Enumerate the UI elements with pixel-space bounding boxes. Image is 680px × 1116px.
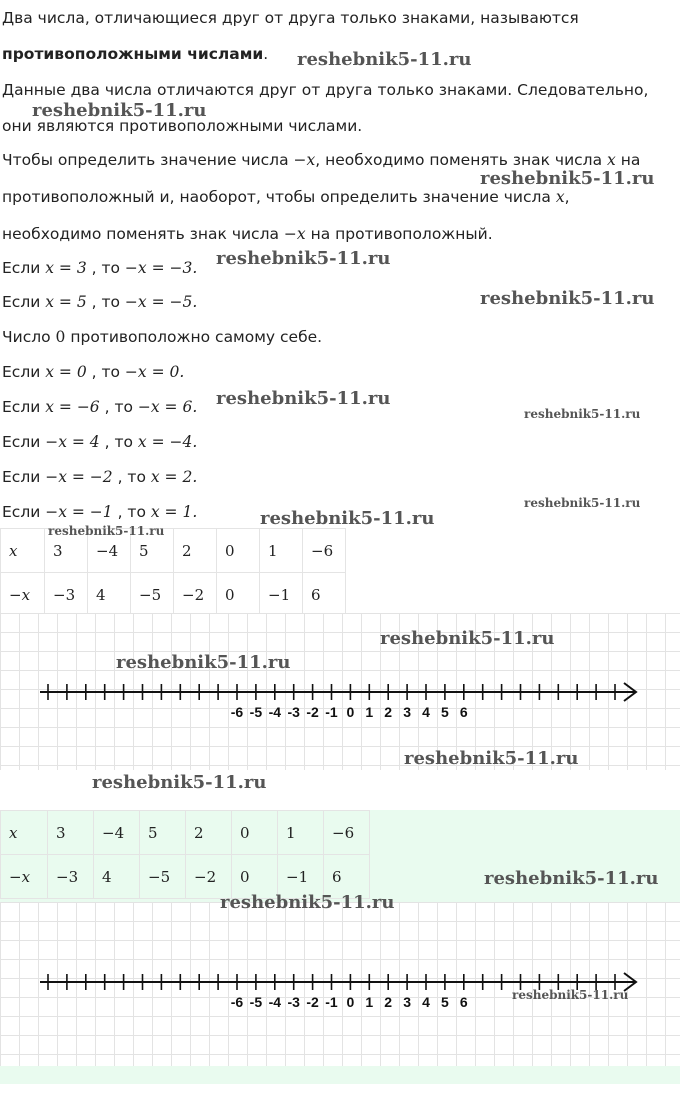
table-cell: −x	[1, 573, 45, 617]
tick-label: 6	[459, 704, 468, 720]
table-cell: −6	[303, 529, 346, 573]
tick-label: -4	[268, 994, 282, 1010]
table-cell: x	[1, 529, 45, 573]
watermark: reshebnik5-11.ru	[260, 508, 435, 529]
table-cell: −4	[88, 529, 131, 573]
tick-label: 5	[441, 994, 449, 1010]
watermark: reshebnik5-11.ru	[92, 772, 267, 793]
example-line: Если x = 5 , то −x = −5.	[2, 293, 198, 311]
definition-text-line1: Два числа, отличающиеся друг от друга только знаками, называются	[2, 9, 579, 27]
tick-label: 2	[384, 994, 393, 1010]
tick-label: -6	[230, 704, 244, 720]
watermark: reshebnik5-11.ru	[380, 628, 555, 649]
table-cell: −1	[278, 855, 324, 899]
example-line: Если x = −6 , то −x = 6.	[2, 398, 198, 416]
example-line: Если −x = −1 , то x = 1.	[2, 503, 198, 521]
table-cell: −3	[48, 855, 94, 899]
tick-label: -1	[325, 994, 338, 1010]
table-cell: 6	[324, 855, 370, 899]
tick-label: -3	[287, 704, 300, 720]
table-cell: −1	[260, 573, 303, 617]
table-cell: 6	[303, 573, 346, 617]
explanation-line1: Данные два числа отличаются друг от друга только знаками. Следовательно,	[2, 81, 649, 99]
tick-label: 3	[403, 704, 411, 720]
table-cell: −4	[94, 811, 140, 855]
watermark: reshebnik5-11.ru	[480, 168, 655, 189]
tick-label: -3	[287, 994, 300, 1010]
tick-label: 0	[346, 994, 355, 1010]
rule-line3: необходимо поменять знак числа −x на противоположный.	[2, 225, 493, 243]
watermark: reshebnik5-11.ru	[480, 288, 655, 309]
tick-label: -2	[306, 994, 319, 1010]
values-table	[0, 810, 370, 899]
values-table	[0, 528, 346, 617]
example-line: Если x = 3 , то −x = −3.	[2, 259, 198, 277]
tick-label: 2	[384, 704, 393, 720]
table-cell: 3	[45, 529, 88, 573]
table-cell: 2	[186, 811, 232, 855]
table-cell: −x	[1, 855, 48, 899]
tick-label: -5	[249, 704, 263, 720]
tick-label: -4	[268, 704, 282, 720]
example-line: Если −x = 4 , то x = −4.	[2, 433, 198, 451]
table-cell: 4	[88, 573, 131, 617]
table-cell: 0	[217, 529, 260, 573]
definition-term: противоположными числами	[2, 45, 264, 63]
example-line: Если x = 0 , то −x = 0.	[2, 363, 185, 381]
number-line	[0, 672, 680, 722]
tick-label: 4	[422, 704, 430, 720]
tick-label: 3	[403, 994, 411, 1010]
table-cell: 1	[260, 529, 303, 573]
rule-line1: Чтобы определить значение числа −x, необходимо поменять знак числа x на	[2, 151, 641, 169]
table-row	[1, 811, 370, 855]
table-cell: 5	[140, 811, 186, 855]
watermark: reshebnik5-11.ru	[220, 892, 395, 913]
table-cell: 4	[94, 855, 140, 899]
table-cell: 0	[232, 811, 278, 855]
tick-label: -6	[230, 994, 244, 1010]
table-cell: −3	[45, 573, 88, 617]
table-row	[1, 573, 346, 617]
table-cell: 3	[48, 811, 94, 855]
table-cell: 0	[217, 573, 260, 617]
explanation-line2: они являются противоположными числами.	[2, 117, 363, 135]
green-band	[0, 1066, 680, 1084]
rule-line2: противоположный и, наоборот, чтобы определить значение числа x,	[2, 188, 570, 206]
number-line	[0, 962, 680, 1012]
table-cell: 0	[232, 855, 278, 899]
tick-label: 6	[459, 994, 468, 1010]
watermark: reshebnik5-11.ru	[32, 100, 207, 121]
definition-text-line2: противоположными числами.	[2, 45, 269, 63]
table-cell: −5	[140, 855, 186, 899]
table-cell: 1	[278, 811, 324, 855]
example-line: Если −x = −2 , то x = 2.	[2, 468, 198, 486]
table-cell: 5	[131, 529, 174, 573]
table-cell: −5	[131, 573, 174, 617]
watermark: reshebnik5-11.ru	[404, 748, 579, 769]
tick-label: 0	[346, 704, 355, 720]
watermark: reshebnik5-11.ru	[216, 248, 391, 269]
tick-label: -1	[325, 704, 338, 720]
tick-label: 5	[441, 704, 449, 720]
watermark: reshebnik5-11.ru	[524, 496, 641, 510]
watermark: reshebnik5-11.ru	[48, 524, 165, 538]
watermark: reshebnik5-11.ru	[524, 407, 641, 421]
tick-label: 4	[422, 994, 430, 1010]
table-cell: −2	[174, 573, 217, 617]
tick-label: -5	[249, 994, 263, 1010]
table-cell: −6	[324, 811, 370, 855]
table-cell: 2	[174, 529, 217, 573]
watermark: reshebnik5-11.ru	[484, 868, 659, 889]
watermark: reshebnik5-11.ru	[116, 652, 291, 673]
tick-label: 1	[365, 994, 374, 1010]
zero-note: Число 0 противоположно самому себе.	[2, 328, 323, 346]
watermark: reshebnik5-11.ru	[297, 49, 472, 70]
table-cell: −2	[186, 855, 232, 899]
table-cell: x	[1, 811, 48, 855]
watermark: reshebnik5-11.ru	[512, 988, 629, 1002]
tick-label: 1	[365, 704, 374, 720]
tick-label: -2	[306, 704, 319, 720]
watermark: reshebnik5-11.ru	[216, 388, 391, 409]
